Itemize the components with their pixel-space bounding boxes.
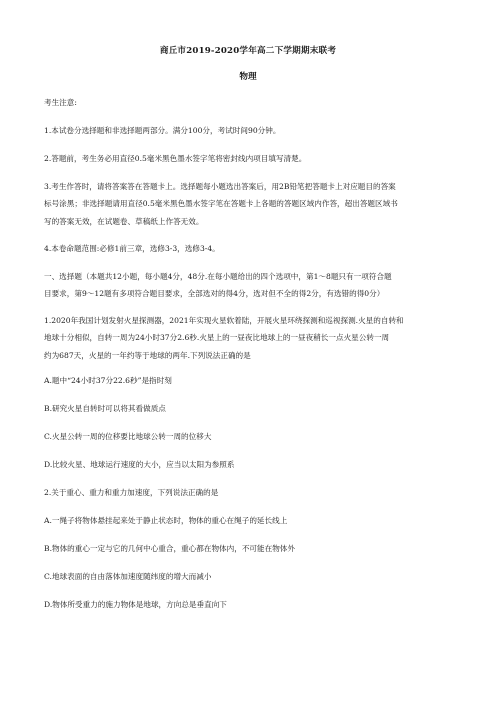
- question-1-option-b: [44, 400, 454, 417]
- option-text: D.物体所受重力的施力物体是地球，方向总是垂直向下: [44, 600, 227, 609]
- option-text: A.题中“24小时37分22.6秒”是指时刻: [44, 376, 172, 385]
- notice-heading: 考生注意:: [44, 98, 77, 107]
- exam-title: 商丘市2019-2020学年高二下学期期末联考: [159, 46, 337, 56]
- option-text: C.火星公转一周的位移要比地球公转一周的位移大: [44, 432, 212, 441]
- notice-item-text: 标号涂黑；非选择题请用直径0.5毫米黑色墨水签字笔在答题卡上各题的答题区域内作答，超出答题区域书: [44, 199, 398, 209]
- notice-item-text: 1.本试卷分选择题和非选择题两部分。满分100分，考试时间90分钟。: [44, 126, 281, 135]
- question-2-option-a: [44, 512, 454, 529]
- option-text: B.物体的重心一定与它的几何中心重合，重心都在物体内，不可能在物体外: [44, 544, 295, 553]
- notice-item-4: [44, 240, 454, 257]
- option-text: D.比较火星、地球运行速度的大小，应当以太阳为参照系: [44, 460, 235, 469]
- notice-item-text: 4.本卷命题范围:必修1前三章，选修3-3，选修3-4。: [44, 244, 220, 253]
- exam-subject: 物理: [239, 72, 257, 82]
- question-1-option-c: [44, 428, 454, 445]
- question-1-option-a: [44, 372, 454, 389]
- question-text: 地球十分相似，自转一周为24小时37分2.6秒.火星上的一昼夜比地球上的一昼夜稍长一点火星公转一周: [44, 333, 390, 343]
- question-2-option-b: [44, 540, 454, 557]
- notice-item-text: 3.考生作答时，请将答案答在答题卡上。选择题每小题选出答案后，用2B铅笔把答题卡上对应题目的答案: [44, 182, 396, 191]
- notice-item-2: [44, 150, 454, 167]
- section-heading: [44, 268, 454, 303]
- notice-item-3: [44, 178, 454, 230]
- question-text: 1.2020年我国计划发射火星探测器，2021年实现火星软着陆，开展火星环绕探测和巡视探测.火星的自转和: [44, 316, 404, 325]
- question-1-stem: [44, 312, 454, 364]
- option-text: A.一绳子将物体悬挂起来处于静止状态时，物体的重心在绳子的延长线上: [44, 516, 288, 525]
- question-text: 2.关于重心、重力和重力加速度，下列说法正确的是: [44, 488, 219, 497]
- section-line: 目要求，第9～12题有多项符合题目要求，全部选对的得4分，选对但不全的得2分，有选错的得0分）: [44, 289, 385, 299]
- notice-item-1: [44, 122, 454, 139]
- question-2-option-d: [44, 596, 454, 613]
- option-text: C.地球表面的自由落体加速度随纬度的增大而减小: [44, 572, 212, 581]
- notice-item-text: 写的答案无效，在试题卷、草稿纸上作答无效。: [44, 216, 204, 226]
- section-line: 一、选择题（本题共12小题，每小题4分，48分.在每小题给出的四个选项中，第1～8题只有一项符合题: [44, 272, 392, 281]
- question-2-stem: [44, 484, 454, 501]
- notice-block: [44, 94, 454, 111]
- question-text: 约为687天，火星的一年约等于地球的两年.下列说法正确的是: [44, 350, 251, 360]
- option-text: B.研究火星自转时可以将其看做质点: [44, 404, 166, 413]
- notice-item-text: 2.答题前，考生务必用直径0.5毫米黑色墨水签字笔将密封线内项目填写清楚。: [44, 154, 307, 163]
- question-1-option-d: [44, 456, 454, 473]
- question-2-option-c: [44, 568, 454, 585]
